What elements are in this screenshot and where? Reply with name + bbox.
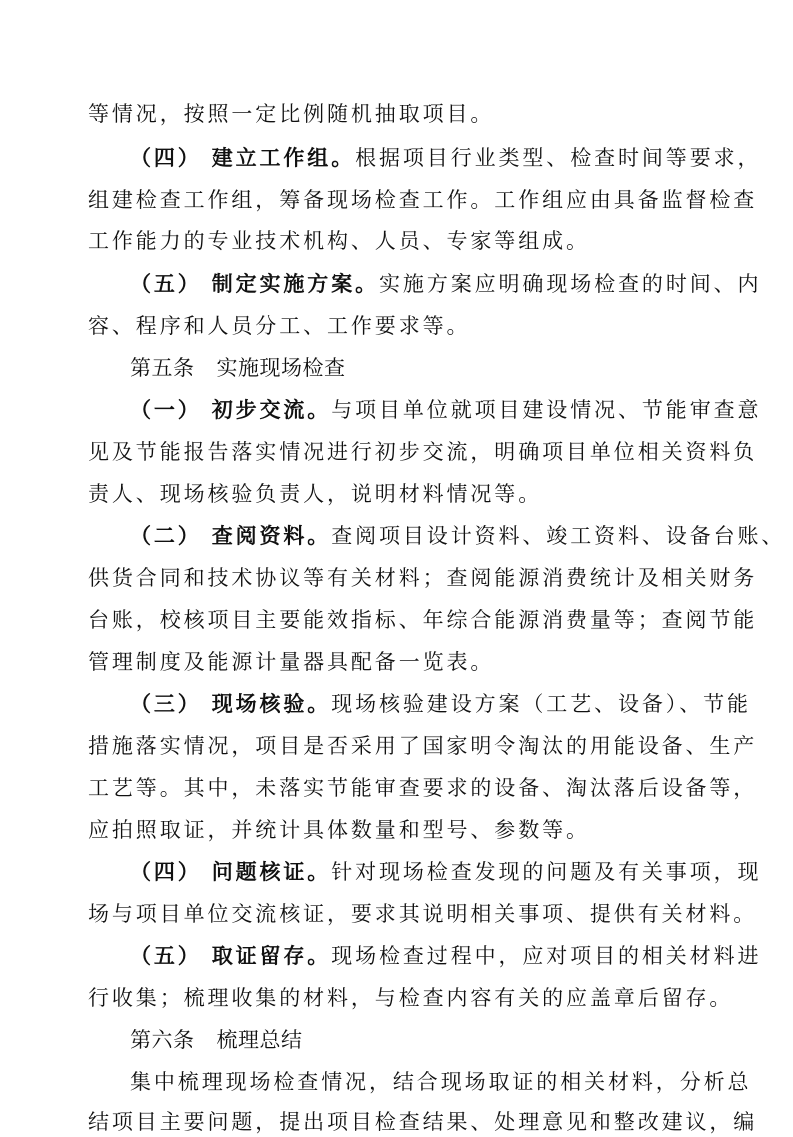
paragraph-line: 工艺等。其中，未落实节能审查要求的设备、淘汰落后设备等， [88, 776, 758, 800]
paragraph-line: 应拍照取证，并统计具体数量和型号、参数等。 [88, 818, 590, 842]
paragraph-line: 集中梳理现场检查情况，结合现场取证的相关材料，分析总 [130, 1070, 752, 1094]
item-number: （五） [130, 271, 202, 296]
paragraph-line: 台账，校核项目主要能效指标、年综合能源消费量等；查阅节能 [88, 608, 758, 632]
item-text: 实施方案应明确现场检查的时间、内 [379, 272, 762, 296]
paragraph-line [130, 269, 762, 299]
item-number: （四） [130, 145, 202, 170]
paragraph-line [130, 395, 762, 425]
paragraph-line: 工作能力的专业技术机构、人员、专家等组成。 [88, 229, 590, 253]
article-number: 第五条 [130, 356, 195, 380]
item-text: 现场核验建设方案（工艺、设备）、节能 [331, 692, 751, 716]
item-text: 与项目单位就项目建设情况、节能审查意 [331, 398, 762, 422]
article-title: 梳理总结 [216, 1028, 303, 1052]
paragraph-line: 容、程序和人员分工、工作要求等。 [88, 314, 471, 338]
paragraph-line: 行收集；梳理收集的材料，与检查内容有关的应盖章后留存。 [88, 986, 734, 1010]
item-heading: 建立工作组。 [211, 145, 356, 170]
paragraph-line: 见及节能报告落实情况进行初步交流，明确项目单位相关资料负 [88, 440, 758, 464]
paragraph-line: 等情况，按照一定比例随机抽取项目。 [88, 102, 495, 126]
item-heading: 问题核证。 [211, 859, 332, 884]
item-number: （四） [130, 859, 202, 884]
paragraph-line: 组建检查工作组，筹备现场检查工作。工作组应由具备监督检查 [88, 188, 758, 212]
item-heading: 制定实施方案。 [211, 271, 380, 296]
article-heading [130, 1025, 713, 1055]
item-text: 现场检查过程中，应对项目的相关材料进 [331, 944, 762, 968]
paragraph-line [130, 689, 751, 719]
paragraph-line [130, 941, 762, 971]
paragraph-line: 供货合同和技术协议等有关材料；查阅能源消费统计及相关财务 [88, 566, 758, 590]
item-heading: 现场核验。 [211, 691, 332, 716]
paragraph-line: 责人、现场核验负责人，说明材料情况等。 [88, 482, 543, 506]
paragraph-line: 结项目主要问题，提出项目检查结果、处理意见和整改建议，编 [88, 1110, 758, 1134]
item-heading: 取证留存。 [211, 943, 332, 968]
article-title: 实施现场检查 [216, 356, 346, 380]
paragraph-line: 管理制度及能源计量器具配备一览表。 [88, 650, 495, 674]
paragraph-line [130, 857, 762, 887]
item-number: （一） [130, 397, 202, 422]
paragraph-line: 措施落实情况，项目是否采用了国家明令淘汰的用能设备、生产 [88, 734, 758, 758]
item-number: （五） [130, 943, 202, 968]
item-text: 查阅项目设计资料、竣工资料、设备台账、 [331, 524, 786, 548]
item-text: 针对现场检查发现的问题及有关事项，现 [331, 860, 762, 884]
item-heading: 查阅资料。 [211, 523, 332, 548]
item-number: （三） [130, 691, 202, 716]
item-heading: 初步交流。 [211, 397, 332, 422]
paragraph-line: 场与项目单位交流核证，要求其说明相关事项、提供有关材料。 [88, 902, 758, 926]
article-heading [130, 353, 713, 383]
item-text: 根据项目行业类型、检查时间等要求， [355, 146, 762, 170]
article-number: 第六条 [130, 1028, 195, 1052]
paragraph-line [130, 521, 786, 551]
item-number: （二） [130, 523, 202, 548]
paragraph-line [130, 143, 762, 173]
